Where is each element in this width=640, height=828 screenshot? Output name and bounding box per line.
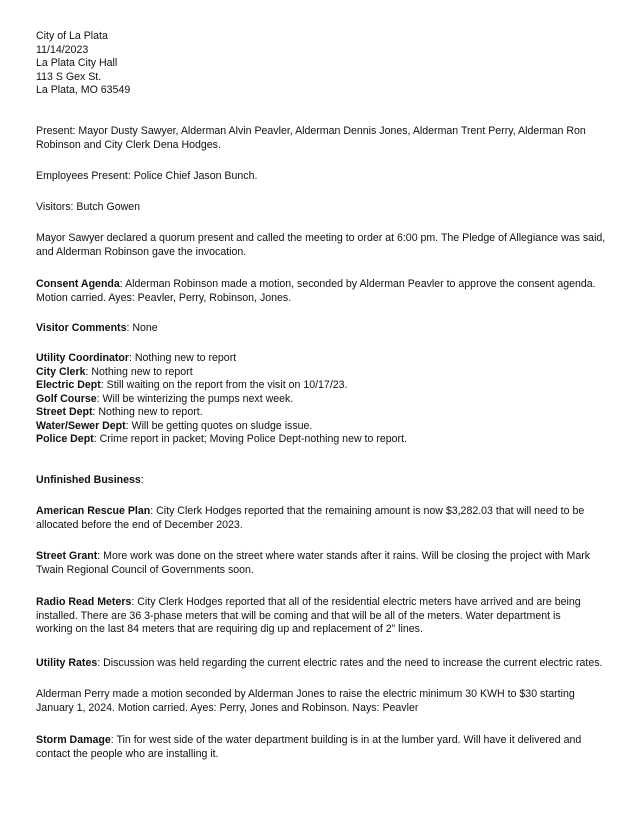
report-label: Police Dept <box>36 433 94 445</box>
report-label: Golf Course <box>36 392 97 405</box>
perry-motion-line-2: January 1, 2024. Motion carried. Ayes: Perry, Jones and Robinson. Nays: Peavler <box>36 701 419 714</box>
report-label: Electric Dept <box>36 379 101 391</box>
unfinished-business-colon: : <box>140 474 144 486</box>
radio-meters-label: Radio Read Meters <box>36 596 132 608</box>
attendance-line-1: Present: Mayor Dusty Sawyer, Alderman Alvin Peavler, Alderman Dennis Jones, Alderman Trent Perry, Alderman Ron <box>36 125 586 137</box>
storm-damage-line-2: contact the people who are installing it. <box>36 747 219 760</box>
report-text: : Will be getting quotes on sludge issue. <box>125 419 313 432</box>
letterhead <box>36 30 604 98</box>
report-electric-dept <box>36 379 604 393</box>
report-text: : Nothing new to report <box>85 365 193 378</box>
venue-name: La Plata City Hall <box>36 57 118 69</box>
report-water-sewer-dept <box>36 420 604 434</box>
call-to-order-line-2: and Alderman Robinson gave the invocation. <box>36 245 247 258</box>
visitors <box>36 201 604 215</box>
radio-meters-line-1 <box>36 596 604 610</box>
consent-agenda-label: Consent Agenda <box>36 278 120 290</box>
utility-rates-section <box>36 657 604 671</box>
arp-line-1 <box>36 505 604 519</box>
report-label: City Clerk <box>36 365 86 378</box>
report-city-clerk <box>36 366 604 380</box>
report-label: Water/Sewer Dept <box>36 419 126 432</box>
visitor-comments-label: Visitor Comments <box>36 322 127 334</box>
street-grant-section <box>36 550 604 577</box>
radio-read-meters-section <box>36 596 604 637</box>
visitor-comments-section <box>36 322 604 336</box>
street-grant-line-1 <box>36 550 604 564</box>
report-golf-course <box>36 393 604 407</box>
report-text: : Nothing new to report. <box>92 406 203 418</box>
venue-city: La Plata, MO 63549 <box>36 84 131 96</box>
street-grant-text: : More work was done on the street where water stands after it rains. Will be closing the project with Mark <box>97 550 591 562</box>
storm-damage-label: Storm Damage <box>36 734 111 746</box>
street-grant-label: Street Grant <box>36 550 98 562</box>
utility-rates-label: Utility Rates <box>36 657 98 669</box>
unfinished-business-label: Unfinished Business <box>36 474 141 486</box>
storm-damage-text: : Tin for west side of the water department building is in at the lumber yard. Will have it delivered and <box>110 734 582 746</box>
report-street-dept <box>36 406 604 420</box>
attendance-paragraph <box>36 125 604 152</box>
city-name: City of La Plata <box>36 30 108 42</box>
perry-motion-paragraph <box>36 688 604 715</box>
consent-agenda-line-2: Motion carried. Ayes: Peavler, Perry, Robinson, Jones. <box>36 291 292 304</box>
american-rescue-plan-section <box>36 505 604 532</box>
call-to-order-line-1: Mayor Sawyer declared a quorum present and called the meeting to order at 6:00 pm. The Pledge of Allegiance was said, <box>36 232 606 244</box>
report-text: : Will be winterizing the pumps next week. <box>96 392 294 405</box>
report-label: Street Dept <box>36 406 93 418</box>
department-reports <box>36 352 604 447</box>
venue-street: 113 S Gex St. <box>36 70 102 83</box>
unfinished-business-line <box>36 474 604 488</box>
arp-label: American Rescue Plan <box>36 505 151 517</box>
radio-meters-line-2: installed. There are 36 3-phase meters that will be coming and that will be all of the meters. Water department is <box>36 609 561 622</box>
visitor-comments-line <box>36 322 604 336</box>
report-text: : Nothing new to report <box>129 352 237 364</box>
perry-motion-line-1: Alderman Perry made a motion seconded by Alderman Jones to raise the electric minimum 30 KWH to $30 starting <box>36 688 575 700</box>
consent-agenda-line-1 <box>36 278 604 292</box>
arp-text: : City Clerk Hodges reported that the remaining amount is now $3,282.03 that will need to be <box>150 505 585 517</box>
report-label: Utility Coordinator <box>36 352 129 364</box>
visitors-text: Visitors: Butch Gowen <box>36 201 141 213</box>
radio-meters-text: : City Clerk Hodges reported that all of the residential electric meters have arrived and are being <box>131 596 581 608</box>
storm-damage-line-1 <box>36 734 604 748</box>
utility-rates-line <box>36 657 604 671</box>
consent-agenda-section <box>36 278 604 305</box>
visitor-comments-text: : None <box>126 322 158 334</box>
report-text: : Still waiting on the report from the visit on 10/17/23. <box>100 379 348 391</box>
street-grant-line-2: Twain Regional Council of Governments soon. <box>36 563 254 576</box>
report-text: : Crime report in packet; Moving Police Dept-nothing new to report. <box>93 433 407 445</box>
report-utility-coordinator <box>36 352 604 366</box>
report-police-dept <box>36 433 604 447</box>
unfinished-business-heading <box>36 474 604 488</box>
utility-rates-text: : Discussion was held regarding the current electric rates and the need to increase the current electric rates. <box>97 657 603 669</box>
radio-meters-line-3: working on the last 84 meters that are requiring dig up and replacement of 2” lines. <box>36 623 423 635</box>
attendance-line-2: Robinson and City Clerk Dena Hodges. <box>36 138 221 151</box>
arp-line-2: allocated before the end of December 2023. <box>36 518 243 531</box>
employees-text: Employees Present: Police Chief Jason Bunch. <box>36 170 258 182</box>
consent-agenda-text: : Alderman Robinson made a motion, seconded by Alderman Peavler to approve the consent agenda. <box>119 278 596 290</box>
employees-present <box>36 170 604 184</box>
meeting-date: 11/14/2023 <box>36 43 89 56</box>
call-to-order-paragraph <box>36 232 604 259</box>
storm-damage-section <box>36 734 604 761</box>
